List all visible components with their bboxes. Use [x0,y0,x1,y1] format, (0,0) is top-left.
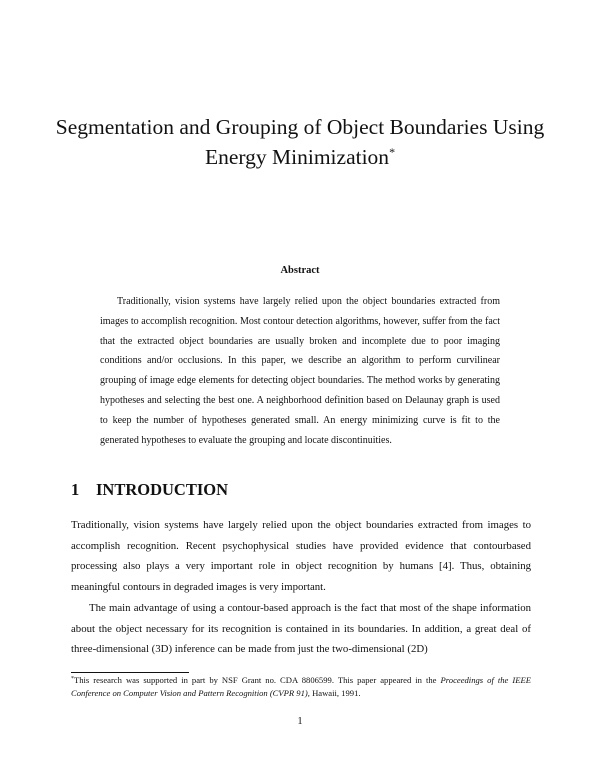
paper-title [40,112,560,172]
footnote-divider [71,672,189,673]
section-heading [71,480,228,500]
section-number: 1 [71,480,80,499]
page-number: 1 [297,716,303,727]
footnote [71,674,531,700]
footnote-location: , Hawaii, 1991. [307,688,361,698]
body-paragraph: Traditionally, vision systems have largely relied upon the object boundaries extracted from images to accomplish recognition. Recent psychophysical studies have provided evidence that contourbased processing also plays a very important role in object recognition by humans [4]. Thus, obtaining meaningful contours in degraded images is very important. [71,519,531,593]
title-footnote-mark: * [389,145,396,159]
footnote-text: This research was supported in part by NSF Grant no. CDA 8806599. This paper appeared in the [74,675,441,685]
footnote-mark: * [71,676,74,682]
body-paragraph: The main advantage of using a contour-based approach is the fact that most of the shape information about the object necessary for its recognition is contained in its boundaries. In addition, a great deal of three-dimensional (3D) inference can be made from just the two-dimensional (2D) [71,602,531,656]
footnote-venue: Proceedings of the IEEE Conference on Computer Vision and Pattern Recognition (CVPR 91) [71,675,531,698]
abstract-heading: Abstract [280,265,320,276]
abstract-text: Traditionally, vision systems have largely relied upon the object boundaries extracted from images to accomplish recognition. Most contour detection algorithms, however, suffer from the fact that the extracted object boundaries are usually broken and incomplete due to poor imaging conditions and/or occlusions. In this paper, we describe an algorithm to perform curvilinear grouping of image edge elements for detecting object boundaries. The method works by generating hypotheses and selecting the best one. A neighborhood definition based on Delaunay graph is used to keep the number of hypotheses generated small. An energy minimizing curve is fit to the generated hypotheses to evaluate the grouping and locate discontinuities. [100,296,500,446]
section-title: INTRODUCTION [96,480,229,499]
paper-title-text: Segmentation and Grouping of Object Boundaries Using Energy Minimization [55,115,545,169]
